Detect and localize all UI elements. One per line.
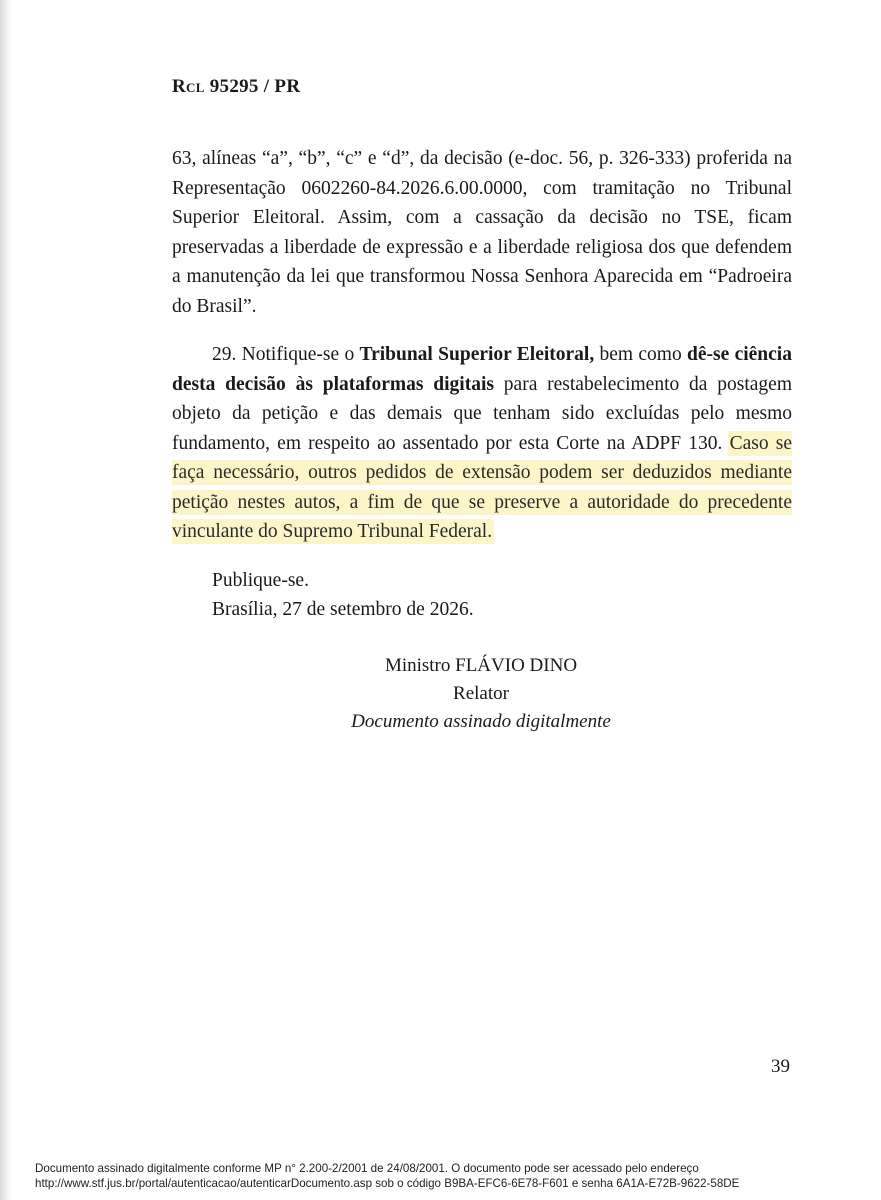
page-edge-shadow [0, 0, 12, 1200]
highlighted-text: Caso se faça necessário, outros pedidos de extensão podem ser deduzidos mediante petição nestes autos, a fim de que se preserve a autoridade do precedente vinculante do Supremo Tribunal Federal. [172, 432, 792, 542]
signature-role: Relator [453, 683, 509, 704]
paragraph-29-opening: 29. Notifique-se o [212, 344, 360, 365]
case-number-header [172, 76, 300, 98]
signature-note: Documento assinado digitalmente [351, 711, 611, 732]
paragraph-29-bold-court: Tribunal Superior Eleitoral, [359, 344, 595, 365]
footer-line-2: http://www.stf.jus.br/portal/autenticacao/autenticarDocumento.asp sob o código B9BA-EFC6-6E78-F601 e senha 6A1A-E72B-9622-58DE [35, 1177, 740, 1190]
paragraph-29-text-1: bem como [594, 344, 688, 365]
paragraph-28-continuation: 63, alíneas “a”, “b”, “c” e “d”, da decisão (e-doc. 56, p. 326-333) proferida na Representação 0602260-84.2026.6.00.0000, com tramitação no Tribunal Superior Eleitoral. Assim, com a cassação da decisão no TSE, ficam preservadas a liberdade de expressão e a liberdade religiosa dos que defendem a manutenção da lei que transformou Nossa Senhora Aparecida em “Padroeira do Brasil”. [172, 148, 792, 317]
page-number: 39 [771, 1056, 790, 1077]
place-date-line: Brasília, 27 de setembro de 2026. [212, 599, 474, 620]
signature-name: Ministro FLÁVIO DINO [384, 655, 578, 676]
paragraph-29-text-2: para restabelecimento da postagem objeto da petição e das demais que tenham sido excluídas pelo mesmo fundamento, em respeito ao assentado por esta Corte na ADPF 130. [172, 373, 793, 454]
paragraph-29 [172, 340, 792, 547]
footer-line-1: Documento assinado digitalmente conforme MP n° 2.200-2/2001 de 24/08/2001. O documento pode ser acessado pelo endereço [35, 1162, 699, 1175]
case-prefix: Rcl [172, 76, 205, 97]
publish-line: Publique-se. [212, 570, 309, 591]
case-number: 95295 / PR [204, 76, 301, 97]
paragraph-29-bold-platforms: dê-se ciência desta decisão às plataformas digitais [172, 344, 792, 395]
